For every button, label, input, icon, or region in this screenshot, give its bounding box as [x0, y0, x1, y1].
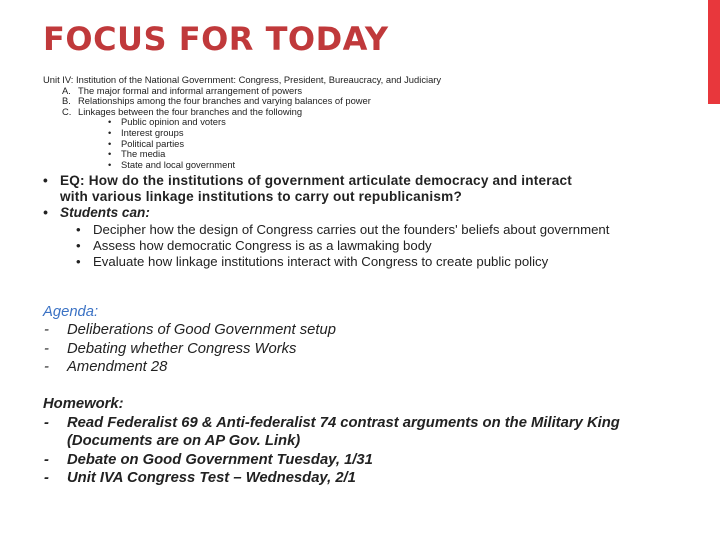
- essential-question-section: [43, 173, 683, 270]
- linkage-item: • The media: [108, 148, 166, 160]
- agenda-item: - Amendment 28: [44, 359, 168, 376]
- essential-question: • EQ: How do the institutions of government articulate democracy and interact with various linkage institutions to carry out republicanism?: [43, 173, 573, 205]
- homework-section: [43, 395, 643, 488]
- unit-item-c: C. Linkages between the four branches and the following: [62, 105, 303, 117]
- unit-item-b: B. Relationships among the four branches and varying balances of power: [62, 95, 371, 107]
- homework-item: - Unit IVA Congress Test – Wednesday, 2/1: [44, 470, 356, 487]
- linkage-item: • Interest groups: [108, 126, 184, 138]
- homework-item: - Read Federalist 69 & Anti-federalist 74 contrast arguments on the Military King (Documents are on AP Gov. Link): [44, 414, 620, 450]
- unit-heading: Unit IV: Institution of the National Government: Congress, President, Bureaucracy, and Judiciary: [43, 74, 442, 85]
- accent-bar: [708, 0, 720, 104]
- agenda-item: - Debating whether Congress Works: [44, 340, 297, 357]
- unit-item-a: A. The major formal and informal arrangement of powers: [62, 84, 303, 96]
- agenda-heading: Agenda:: [43, 304, 99, 320]
- objective-item: • Assess how democratic Congress is as a lawmaking body: [76, 237, 432, 253]
- homework-heading: Homework:: [43, 396, 124, 412]
- objective-item: • Evaluate how linkage institutions interact with Congress to create public policy: [76, 254, 549, 270]
- agenda-item: - Deliberations of Good Government setup: [44, 322, 336, 339]
- homework-item: - Debate on Good Government Tuesday, 1/31: [44, 451, 373, 468]
- agenda-section: [43, 303, 336, 377]
- linkage-item: • Political parties: [108, 137, 185, 149]
- students-can-heading: • Students can:: [43, 205, 150, 221]
- page-title: FOCUS FOR TODAY: [43, 20, 389, 58]
- objective-item: • Decipher how the design of Congress carries out the founders' beliefs about government: [76, 221, 610, 237]
- unit-outline: [43, 75, 441, 170]
- linkage-item: • State and local government: [108, 158, 236, 170]
- linkage-item: • Public opinion and voters: [108, 116, 226, 128]
